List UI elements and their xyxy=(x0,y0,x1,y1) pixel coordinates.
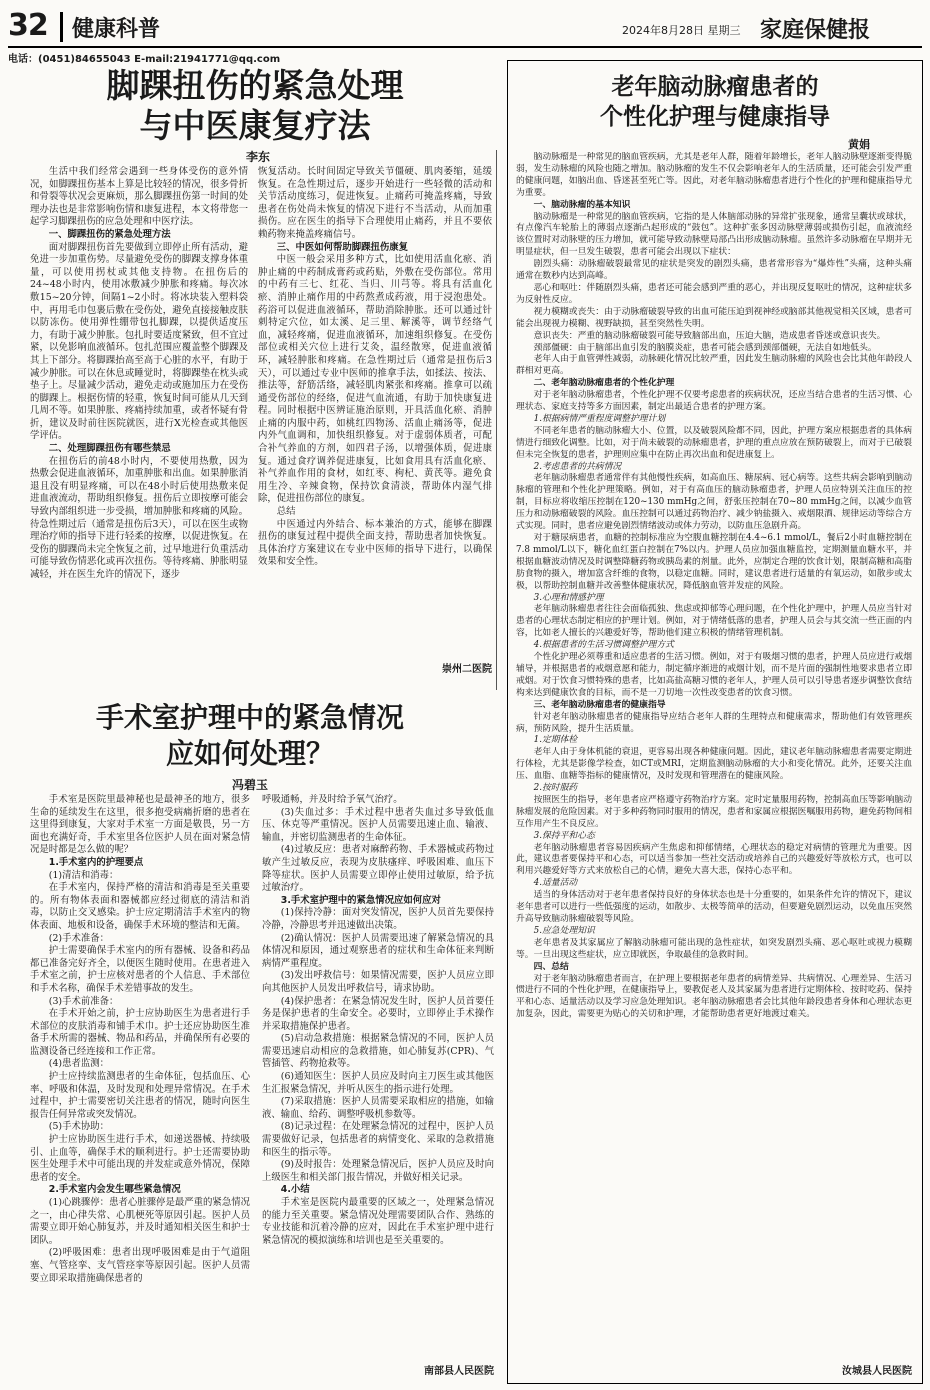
paragraph: 在扭伤后的前48小时内，不要使用热敷，因为热敷会促进血液循环，加重肿胀和出血。如果肿胀消退且没有明显疼痛，可以在48小时后使用热敷来促进血液流动，帮助组织修复。扭伤后立即按摩可能会导致内部组织进一步受损，增加肿胀和疼痛的风险。待急性期过后（通常是扭伤后3天），可以在医生或物理治疗师的指导下进行轻柔的按摩，以促进恢复。在受伤的脚踝尚未完全恢复之前，过早地进行负重活动可能导致伤情恶化或再次扭伤。等待疼痛、肿胀明显减轻，并在医生允许的情况下，逐步 xyxy=(30,455,248,580)
article2-author: 冯碧玉 xyxy=(232,778,269,792)
paragraph: (1)清洁和消毒： xyxy=(48,869,119,881)
paragraph: 老年脑动脉瘤患者往往会面临孤独、焦虑或抑郁等心理问题，在个性化护理中，护理人员应当针对患者的心理状态制定相应的护理计划。例如，对于情绪低落的患者，护理人员会与其交流一些正面的内容，比如老人擅长的兴趣爱好等，帮助他们建立积极的情绪管理机制。 xyxy=(516,604,912,639)
paragraph: 在手术室内，保持严格的清洁和消毒是至关重要的。所有物体表面和器械都应经过彻底的清洁和消毒，以防止交叉感染。护士应定期清洁手术室内的物体表面、地板和设备，确保手术环境的整洁和无菌。 xyxy=(30,882,250,931)
paragraph: 手术室是医院里最神秘也是最神圣的地方，很多生命的延续发生在这里，很多抱受病痛折磨的患者在这里得到康复，大家对手术室一方面是敬畏，另一方面也充满好奇，手术室里各位医护人员在面对紧急情况是时都是怎么做的呢？ xyxy=(30,794,250,856)
subsection-heading: 1.根据病情严重程度调整护理计划 xyxy=(533,413,666,424)
paragraph: 护士应持续监测患者的生命体征，包括血压、心率、呼吸和体温，及时发现和处理异常情况。在手术过程中，护士需要密切关注患者的情况，随时向医生报告任何异常或突发情况。 xyxy=(30,1071,250,1120)
article3-signature: 汝城县人民医院 xyxy=(842,1366,912,1377)
article2-column-2 xyxy=(262,794,494,1360)
article1-title xyxy=(60,66,450,146)
paragraph: (1)心跳骤停：患者心脏骤停是最严重的紧急情况之一，由心律失常、心肌梗死等原因引起。医护人员需要立即开始心肺复苏，并及时通知相关医生和护士团队。 xyxy=(30,1197,250,1246)
article3-body xyxy=(516,152,912,1358)
contact-line: 电话：(0451)84655043 E-mail:21941771@qq.com xyxy=(8,54,281,65)
paragraph: 生活中我们经常会遇到一些身体受伤的意外情况，如脚踝扭伤基本上算是比较轻的情况，很多骨折和骨裂等状况会更麻烦，那么脚踝扭伤第一时间的处理办法也是非常影响伤情和康复进程，本文将带您一起学习脚踝扭伤的应急处理和中医疗法。 xyxy=(30,166,248,228)
article1-author: 李东 xyxy=(246,150,271,164)
article2-signature: 南部县人民医院 xyxy=(424,1366,494,1377)
paragraph: 呼吸通畅，并及时给予氧气治疗。 xyxy=(262,794,403,805)
section-heading: 4.小结 xyxy=(280,1184,310,1196)
section-heading: 三、老年脑动脉瘤患者的健康指导 xyxy=(533,699,666,710)
paragraph: 恶心和呕吐：伴随剧烈头痛，患者还可能会感到严重的恶心，并出现反复呕吐的情况，这种症状多为反射性反应。 xyxy=(516,282,912,305)
paragraph: 中医通过内外结合、标本兼治的方式，能够在脚踝扭伤的康复过程中提供全面支持，帮助患者加快恢复。具体治疗方案建议在专业中医师的指导下进行，以确保效果和安全性。 xyxy=(258,518,492,568)
paragraph: 针对老年脑动脉瘤患者的健康指导应结合老年人群的生理特点和健康需求，帮助他们有效管理疾病，预防风险，提升生活质量。 xyxy=(516,711,912,734)
header-rule xyxy=(8,46,922,48)
paragraph: (4)保护患者：在紧急情况发生时，医护人员首要任务是保护患者的生命安全。必要时，立即停止手术操作并采取措施保护患者。 xyxy=(262,995,494,1032)
section-heading: 2.手术室内会发生哪些紧急情况 xyxy=(48,1184,181,1196)
article3-title xyxy=(520,72,910,132)
paragraph: 视力模糊或丧失：由于动脉瘤破裂导致的出血可能压迫到视神经或脑部其他视觉相关区域，患者可能会出现视力模糊、视野缺损，甚至突然性失明。 xyxy=(516,306,912,329)
article1-title-line1: 脚踝扭伤的紧急处理 xyxy=(106,66,404,105)
subsection-heading: 2.考虑患者的共病情况 xyxy=(533,461,622,472)
section-heading: 四、总结 xyxy=(533,961,569,972)
paragraph: (1)保持冷静：面对突发情况，医护人员首先要保持冷静，冷静思考并迅速做出决策。 xyxy=(262,907,494,931)
paragraph: (4)过敏反应：患者对麻醉药物、手术器械或药物过敏产生过敏反应，表现为皮肤瘙痒、呼吸困难、血压下降等症状。医护人员需要立即停止使用过敏原，给予抗过敏治疗。 xyxy=(262,844,494,894)
paragraph: (3)发出呼救信号：如果情况需要，医护人员应立即向其他医护人员发出呼救信号，请求协助。 xyxy=(262,970,494,994)
paragraph: (8)记录过程：在处理紧急情况的过程中，医护人员需要做好记录，包括患者的病情变化、采取的急救措施和医生的指示等。 xyxy=(262,1121,494,1158)
paragraph: 老年患者及其家属应了解脑动脉瘤可能出现的急性症状，如突发剧烈头痛、恶心呕吐或视力模糊等。一旦出现这些症状，应立即就医，争取最佳的急救时间。 xyxy=(516,937,912,960)
paragraph: 护士需要确保手术室内的所有器械、设备和药品都已准备完好齐全，以便医生随时使用。在患者进入手术室之前，护士应核对患者的个人信息、手术部位和手术名称，确保手术差错事故的发生。 xyxy=(30,945,250,994)
article1-title-line2: 与中医康复疗法 xyxy=(139,106,371,145)
paragraph: (4)患者监测： xyxy=(48,1058,109,1070)
article3-title-line2: 个性化护理与健康指导 xyxy=(600,104,830,130)
paragraph: (3)失血过多：手术过程中患者失血过多导致低血压、休克等严重情况。医护人员需要迅速止血、输液、输血，并密切监测患者的生命体征。 xyxy=(262,806,494,843)
paragraph: 意识丧失：严重的脑动脉瘤破裂可能导致脑部出血，压迫大脑，造成患者昏迷或意识丧失。 xyxy=(533,330,886,341)
paragraph: 剧烈头痛：动脉瘤破裂最常见的症状是突发的剧烈头痛，患者常形容为“爆炸性”头痛，这种头痛通常在数秒内达到高峰。 xyxy=(516,259,912,282)
paper-name: 家庭保健报 xyxy=(760,18,871,43)
subsection-heading: 4.根据患者的生活习惯调整护理方式 xyxy=(533,640,674,651)
paragraph: 按照医生的指导，老年患者应严格遵守药物治疗方案。定时定量服用药物，控制高血压等影响脑动脉瘤发展的危险因素。对于多种药物同时服用的情况，患者和家属应根据医嘱服用药物，避免药物间相互作用产生不良反应。 xyxy=(516,794,912,829)
paragraph: (6)通知医生：医护人员应及时向主刀医生或其他医生汇报紧急情况，并听从医生的指示进行处理。 xyxy=(262,1071,494,1095)
article2-title-line1: 手术室护理中的紧急情况 xyxy=(95,701,404,734)
article3-title-line1: 老年脑动脉瘤患者的 xyxy=(611,74,819,100)
paragraph: 面对脚踝扭伤首先要做到立即停止所有活动，避免进一步加重伤势。尽量避免受伤的脚踝支撑身体重量，可以使用拐杖或其他支持物。在扭伤后的24~48小时内，使用冰敷减少肿胀和疼痛。每次冰敷15~20分钟，间隔1~2小时。将冰块装入塑料袋中，再用毛巾包裹后敷在受伤处，避免直接接触皮肤以防冻伤。使用弹性绷带包扎脚踝，以提供适度压力，有助于减少肿胀。包扎时要适度紧致，但不宜过紧，以免影响血液循环。包扎范围应覆盖整个脚踝及其上下部分。将脚踝抬高至高于心脏的水平，有助于减少肿胀。可以在休息或睡觉时，将脚踝垫在枕头或垫子上。尽量减少活动，避免走动或施加压力在受伤的脚踝上。根据伤情的轻重，恢复时间可能从几天到几周不等。如果肿胀、疼痛持续加重，或者怀疑有骨折，建议及时前往医院就医，进行X光检查或其他医学评估。 xyxy=(30,241,248,442)
paragraph: 老年脑动脉瘤患者容易因疾病产生焦虑和抑郁情绪，心理状态的稳定对病情的管理尤为重要。因此，建议患者要保持平和心态，可以适当参加一些社交活动或培养自己的兴趣爱好等放松方式，也可以利用兴趣爱好等方式来放松自己的心情，避免大喜大悲，保持心态平和。 xyxy=(516,842,912,877)
subsection-heading: 4.适量活动 xyxy=(533,878,578,889)
paragraph: 脑动脉瘤是一种常见的脑血管疾病，它指的是人体脑部动脉的异常扩张现象，通常呈囊状或球状，有点像汽车轮胎上的薄弱点逐渐凸起形成的“鼓包”。这种扩张多因动脉壁薄弱或损伤引起，血液流经该位置时对动脉壁的压力增加，就可能导致动脉壁局部凸出形成脑动脉瘤。虽然许多动脉瘤在早期并无明显症状，但一旦发生破裂，患者可能会出现以下症状： xyxy=(516,211,912,258)
column-divider xyxy=(496,150,497,690)
paragraph: (5)启动急救措施：根据紧急情况的不同，医护人员需要迅速启动相应的急救措施，如心肺复苏(CPR)、气管插管、药物抢救等。 xyxy=(262,1033,494,1070)
subsection-heading: 1.定期体检 xyxy=(533,735,578,746)
article1-column-2 xyxy=(258,166,492,658)
article1-signature: 崇州二医院 xyxy=(442,664,492,675)
section-heading: 二、老年脑动脉瘤患者的个性化护理 xyxy=(533,378,675,389)
paragraph: (3)手术前准备： xyxy=(48,995,119,1007)
paragraph: 适当的身体活动对于老年患者保持良好的身体状态也是十分重要的，如果条件允许的情况下，建议老年患者可以进行一些低强度的运动，如散步、太极等简单的活动，但要避免剧烈运动，以免血压突然升高导致脑动脉瘤破裂等风险。 xyxy=(516,890,912,924)
paragraph: 脑动脉瘤是一种常见的脑血管疾病，尤其是老年人群，随着年龄增长，老年人脑动脉壁逐渐变得脆弱，发生动脉瘤的风险也随之增加。脑动脉瘤的发生不仅会影响老年人的生活质量，还可能会引发严重的健康问题，如脑出血、昏迷甚至死亡等。因此，对老年脑动脉瘤患者进行个性化的护理和健康指导尤为重要。 xyxy=(516,152,912,198)
section-heading: 3.手术室护理中的紧急情况应如何应对 xyxy=(280,894,441,906)
paragraph: 恢复活动。长时间固定导致关节僵硬、肌肉萎缩，延缓恢复。在急性期过后，逐步开始进行一些轻微的活动和关节活动度练习，促进恢复。止痛药可掩盖疼痛，导致患者在伤处尚未恢复的情况下进行不当活动，从而加重损伤。应在医生的指导下合理使用止痛药，并且不要依赖药物来掩盖疼痛信号。 xyxy=(258,166,492,240)
subsection-heading: 3.心理和情感护理 xyxy=(533,592,604,603)
subsection-heading: 5.应急处理知识 xyxy=(533,925,595,936)
paragraph: (2)手术准备： xyxy=(48,932,109,944)
paragraph: 总结 xyxy=(276,506,296,518)
article1-column-1 xyxy=(30,166,248,676)
paragraph: 护士应协助医生进行手术，如递送器械、持续吸引、止血等，确保手术的顺利进行。护士还需要协助医生处理手术中可能出现的并发症或意外情况，保障患者的安全。 xyxy=(30,1134,250,1183)
issue-date: 2024年8月28日 星期三 xyxy=(622,24,741,37)
section-heading: 二、处理脚踝扭伤有哪些禁忌 xyxy=(48,443,171,455)
article2-title-line2: 应如何处理？ xyxy=(165,737,334,770)
paragraph: 中医一般会采用多种方式，比如使用活血化瘀、消肿止痛的中药制成膏药或药贴，外敷在受伤部位。常用的中药有三七、红花、当归、川芎等。将具有活血化瘀、消肿止痛作用的中药熬煮成药液，用于浸泡患处。药浴可以促进血液循环，帮助消除肿胀。还可以通过针刺特定穴位，如太溪、足三里、解溪等，调节经络气血，减轻疼痛，促进血液循环，加速组织修复。在受伤部位或相关穴位上进行艾灸，温经散寒，促进血液循环，减轻肿胀和疼痛。在急性期过后（通常是扭伤后3天），可以通过专业中医师的推拿手法，如揉法、按法、推法等，舒筋活络，减轻肌肉紧张和疼痛。推拿可以疏通受伤部位的经络，促进气血流通，有助于加快康复进程。同时根据中医辨证施治原则，开具活血化瘀、消肿止痛的内服中药，如桃红四物汤、活血止痛汤等，促进内外气血调和，加快组织修复。对于虚弱体质者，可配合补气养血的方剂，如四君子汤，以增强体质，促进康复。通过食疗调养促进康复，比如食用具有活血化瘀、补气养血作用的食材，如红枣、枸杞、黄芪等。避免食用生冷、辛辣食物，保持饮食清淡，帮助体内湿气排除，促进扭伤部位的康复。 xyxy=(258,254,492,505)
paragraph: (5)手术协助： xyxy=(48,1121,109,1133)
paragraph: 对于老年脑动脉瘤患者而言，在护理上要根据老年患者的病情差异、共病情况、心理差异、生活习惯进行不同的个性化护理，在健康指导上，要教促老人及其家属为患者进行定期体检、按时吃药、保持平和心态、适量活动以及学习应急处理知识。老年脑动脉瘤患者会比其他年龄段患者身体和心理状态更加复杂，因此，需要更为贴心的关切和护理，才能帮助患者更好地渡过难关。 xyxy=(516,973,912,1020)
paragraph: 老年脑动脉瘤患者通常伴有其他慢性疾病，如高血压、糖尿病、冠心病等。这些共病会影响到脑动脉瘤的管理和个性化护理策略。例如，对于有高血压的脑动脉瘤患者，护理人员应特别关注血压的控制，目标应将收缩压控制在120~130 mmHg之间，舒张压控制在70~80 mmHg之间，以减少血管压力和动脉瘤破裂的风险。血压控制可以通过药物治疗、减少钠盐摄入、戒烟限酒、规律运动等综合方式实现。同时，患者应避免剧烈情绪波动或体力劳动，以防血压急剧升高。 xyxy=(516,473,912,532)
paragraph: (2)确认情况：医护人员需要迅速了解紧急情况的具体情况和原因，通过观察患者的症状和生命体征来判断病情严重程度。 xyxy=(262,932,494,969)
paragraph: 老年人由于血管弹性减弱，动脉硬化情况比较严重，因此发生脑动脉瘤的风险也会比其他年龄段人群相对更高。 xyxy=(516,354,912,377)
paragraph: (9)及时报告：处理紧急情况后，医护人员应及时向上级医生和相关部门报告情况，并做好相关记录。 xyxy=(262,1159,494,1183)
section-heading: 一、脚踝扭伤的紧急处理方法 xyxy=(48,228,171,240)
paragraph: 在手术开始之前，护士应协助医生为患者进行手术部位的皮肤消毒和铺手术巾。护士还应协助医生准备手术所需的器械、物品和药品，并确保所有必要的监测设备已经连接和工作正常。 xyxy=(30,1008,250,1057)
paragraph: 老年人由于身体机能的衰退，更容易出现各种健康问题。因此，建议老年脑动脉瘤患者需要定期进行体检，尤其是影像学检查，如CT或MRI，定期监测脑动脉瘤的大小和变化情况。此外，还要关注血压、血脂、血糖等指标的健康情况，及时发现和管理潜在的健康风险。 xyxy=(516,747,912,782)
article2-column-1 xyxy=(30,794,250,1378)
section-heading: 一、脑动脉瘤的基本知识 xyxy=(533,199,631,210)
section-heading: 三、中医如何帮助脚踝扭伤康复 xyxy=(276,241,409,253)
paragraph: (2)呼吸困难：患者出现呼吸困难是由于气道阻塞、气管痉挛、支气管痉挛等原因引起。医护人员需要立即采取措施确保患者的 xyxy=(30,1247,250,1284)
article3-author: 黄娟 xyxy=(848,138,870,151)
page-number: 32 xyxy=(8,8,48,43)
paragraph: 不同老年患者的脑动脉瘤大小、位置，以及破裂风险都不同，因此，护理方案应根据患者的具体病情进行细致化调整。比如，对于尚未破裂的动脉瘤患者，护理的重点应放在预防破裂上，而对于已破裂但未完全恢复的患者，护理则应集中在防止再次出血和促进康复上。 xyxy=(516,425,912,460)
paragraph: (7)采取措施：医护人员需要采取相应的措施，如输液、输血、给药、调整呼吸机参数等。 xyxy=(262,1096,494,1120)
paragraph: 个性化护理必须尊重和适应患者的生活习惯。例如，对于有吸烟习惯的患者，护理人员应进行戒烟辅导，并根据患者的戒烟意愿和能力，制定循序渐进的戒烟计划，而不是片面的强制性地要求患者立即戒烟。对于饮食习惯特殊的患者，比如高盐高糖习惯的老年人，护理人员可以引导患者逐步调整饮食结构来达到健康饮食的目标，而不是一刀切地一次性改变患者的饮食习惯。 xyxy=(516,652,912,698)
paragraph: 对于老年脑动脉瘤患者，个性化护理不仅要考虑患者的疾病状况，还应当结合患者的生活习惯、心理状态、家庭支持等多方面因素，制定出最适合患者的护理方案。 xyxy=(516,390,912,413)
section-heading: 1.手术室内的护理要点 xyxy=(48,856,144,868)
header-divider xyxy=(60,12,63,42)
article2-title xyxy=(50,700,450,772)
subsection-heading: 3.保持平和心态 xyxy=(533,830,595,841)
paragraph: 手术室是医院内最重要的区域之一，处理紧急情况的能力至关重要。紧急情况处理需要团队合作、熟练的专业技能和沉着冷静的应对，因此在手术室护理中进行紧急情况的模拟演练和培训也是至关重要的。 xyxy=(262,1197,494,1246)
subsection-heading: 2.按时服药 xyxy=(533,783,578,794)
paragraph: 颈部僵硬：由于脑部出血引发的脑膜炎症，患者可能会感到颈部僵硬，无法自如地低头。 xyxy=(533,342,877,353)
section-name: 健康科普 xyxy=(72,17,161,42)
paragraph: 对于糖尿病患者，血糖的控制标准应为空腹血糖控制在4.4~6.1 mmol/L，餐后2小时血糖控制在7.8 mmol/L以下，糖化血红蛋白控制在7%以内。护理人员应加强血糖监控，定期测量血糖水平，并根据血糖波动情况及时调整降糖药物或胰岛素的剂量。此外，应制定合理的饮食计划，限制高糖和高脂肪食物的摄入，增加富含纤维的食物，以稳定血糖。同时，建议患者进行适量的有氧运动，如散步或太极，以帮助控制血糖并改善整体健康状况，降低脑血管并发症的风险。 xyxy=(516,533,912,591)
